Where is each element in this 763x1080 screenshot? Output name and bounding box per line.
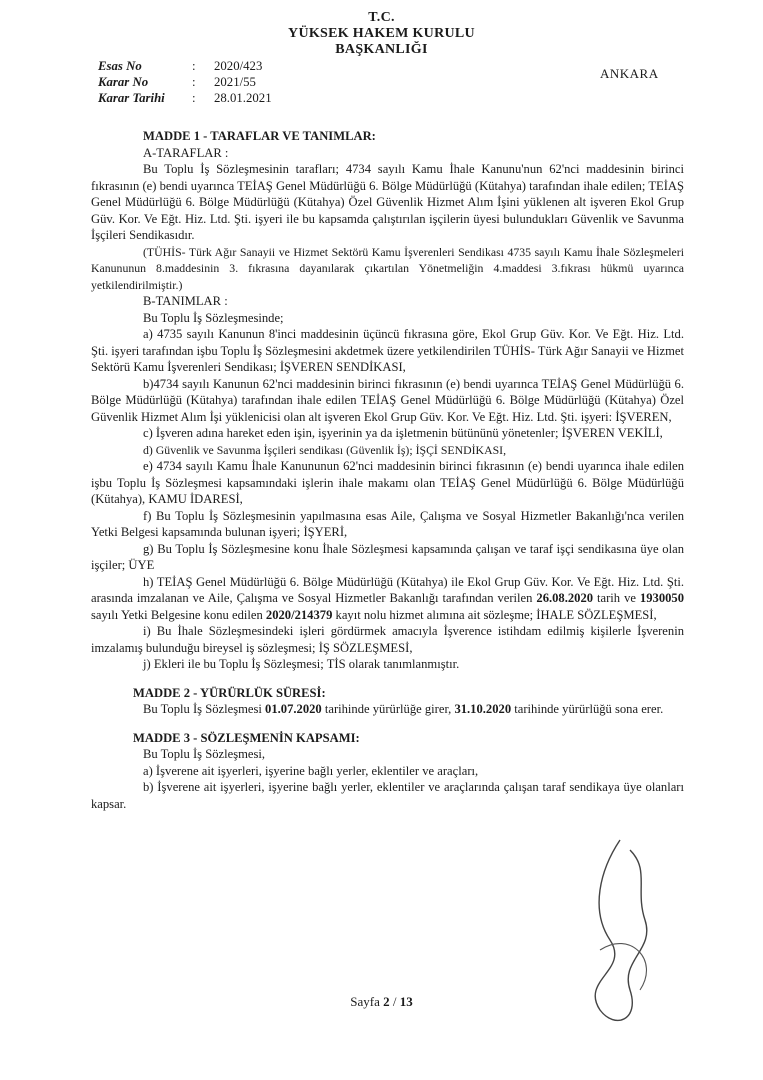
kapsam-a: a) İşverene ait işyerleri, işyerine bağlı yerler, eklentiler ve araçları, bbox=[143, 763, 479, 778]
signature-scribble bbox=[560, 830, 680, 1050]
definition-d: d) Güvenlik ve Savunma İşçileri sendikası (Güvenlik İş); İŞÇİ SENDİKASI, bbox=[143, 442, 507, 457]
section-gap bbox=[91, 718, 684, 730]
yururluk-part: Bu Toplu İş Sözleşmesi bbox=[143, 702, 266, 716]
madde1-title: MADDE 1 - TARAFLAR VE TANIMLAR: bbox=[143, 129, 376, 143]
definition-g: g) Bu Toplu İş Sözleşmesine konu İhale Sözleşmesi kapsamında çalışan ve taraf işçi sendikasına üye olan işçiler; ÜYE bbox=[91, 541, 684, 572]
document-body bbox=[91, 128, 684, 812]
paragraph-tanimlar-intro: Bu Toplu İş Sözleşmesinde; bbox=[143, 310, 284, 325]
tanimlar-title: B-TANIMLAR : bbox=[143, 294, 228, 308]
meta-row-karar-tarihi bbox=[98, 90, 272, 106]
definition-b: b)4734 sayılı Kanunun 62'nci maddesinin birinci fıkrasının (e) bendi uyarınca TEİAŞ Genel Müdürlüğü 6. Bölge Müdürlüğü (Kütahya) tarafından ihale edilen TEİAŞ Genel Müdürlüğü 6. Bölge Müdürlüğü (Kütahya) Özel Güvenlik Hizmet Alım İşi yüklenicisi olan alt işveren Ekol Grup Güv. Kor. Ve Eğt. Hiz. Ltd. Şti. işyeri: İŞVEREN, bbox=[91, 376, 684, 424]
header-institution: YÜKSEK HAKEM KURULU bbox=[288, 26, 475, 41]
yetki-number: 1930050 bbox=[639, 591, 684, 605]
meta-colon: : bbox=[192, 91, 196, 105]
yururluk-part: tarihinde yürürlüğe girer, bbox=[321, 702, 455, 716]
document-header bbox=[0, 10, 763, 58]
definition-h bbox=[91, 574, 684, 624]
meta-key: Karar No bbox=[98, 75, 149, 89]
meta-row-karar bbox=[98, 74, 272, 90]
definition-h-part: tarih ve bbox=[593, 591, 640, 605]
definition-h-part: kayıt nolu hizmet alımına ait sözleşme; İHALE SÖZLEŞMESİ, bbox=[332, 607, 657, 622]
definition-i: i) Bu İhale Sözleşmesindeki işleri gördürmek amacıyla İşverence istihdam edilmiş kişilerle İşverenin imzalamış bulunduğu bireysel iş sözleşmesi; İŞ SÖZLEŞMESİ, bbox=[91, 624, 684, 655]
madde3-title: MADDE 3 - SÖZLEŞMENİN KAPSAMI: bbox=[133, 730, 360, 745]
page-current: 2 bbox=[383, 994, 390, 1009]
paragraph-yururluk bbox=[91, 701, 684, 718]
meta-value: 28.01.2021 bbox=[214, 91, 272, 105]
page-footer bbox=[0, 994, 763, 1010]
end-date: 31.10.2020 bbox=[454, 702, 512, 716]
madde2-title: MADDE 2 - YÜRÜRLÜK SÜRESİ: bbox=[133, 685, 326, 700]
section-gap bbox=[91, 673, 684, 685]
meta-value: 2020/423 bbox=[214, 59, 263, 73]
header-tc: T.C. bbox=[368, 10, 395, 25]
page-separator: / bbox=[389, 994, 400, 1009]
page-label: Sayfa bbox=[350, 994, 384, 1009]
meta-key: Karar Tarihi bbox=[98, 91, 165, 105]
header-presidency: BAŞKANLIĞI bbox=[335, 42, 428, 57]
definition-h-part: sayılı Yetki Belgesine konu edilen bbox=[91, 607, 266, 622]
start-date: 01.07.2020 bbox=[265, 702, 322, 716]
definition-c: c) İşveren adına hareket eden işin, işyerinin ya da işletmenin bütününü yönetenler; İŞVEREN VEKİLİ, bbox=[143, 426, 663, 440]
yururluk-part: tarihinde yürürlüğü sona erer. bbox=[511, 702, 664, 716]
meta-key: Esas No bbox=[98, 59, 142, 73]
definition-a: a) 4735 sayılı Kanunun 8'inci maddesinin üçüncü fıkrasına göre, Ekol Grup Güv. Kor. Ve Eğt. Hiz. Ltd. Şti. işyeri tarafından işbu Toplu İş Sözleşmesini akdetmek üzere yetkilendirilen TÜHİS- Türk Ağır Sanayii ve Hizmet Sektörü Kamu İşverenleri Sendikası; İŞVEREN SENDİKASI, bbox=[91, 327, 684, 374]
meta-colon: : bbox=[192, 75, 196, 89]
paragraph-kapsam-intro: Bu Toplu İş Sözleşmesi, bbox=[143, 747, 266, 761]
meta-row-esas bbox=[98, 58, 272, 74]
meta-colon: : bbox=[192, 59, 196, 73]
yetki-date: 26.08.2020 bbox=[536, 591, 594, 605]
page-total: 13 bbox=[399, 994, 413, 1009]
definition-f: f) Bu Toplu İş Sözleşmesinin yapılmasına esas Aile, Çalışma ve Sosyal Hizmetler Bakanlığı'nca verilen Yetki Belgesi kapsamında bulunan işyeri; İŞYERİ, bbox=[91, 508, 684, 539]
location-label: ANKARA bbox=[600, 66, 659, 81]
paragraph-taraflar: Bu Toplu İş Sözleşmesinin tarafları; 4734 sayılı Kamu İhale Kanunu'nun 62'nci maddesinin birinci fıkrasının (e) bendi uyarınca TEİAŞ Genel Müdürlüğü 6. Bölge Müdürlüğü (Kütahya) tarafından ihale edilen; TEİAŞ Genel Müdürlüğü 6. Bölge Müdürlüğü (Kütahya) Özel Güvenlik Hizmet Alım İşini yüklenen alt işveren Ekol Grup Güv. Kor. Ve Eğt. Hiz. Ltd. Şti. işyeri ile bu kapsamda çalıştırılan işçilerin üyesi bulundukları Güvenlik ve Savunma İşçileri Sendikasıdır. bbox=[91, 162, 684, 242]
definition-h-part: h) TEİAŞ Genel Müdürlüğü 6. Bölge Müdürlüğü (Kütahya) ile Ekol Grup Güv. Kor. Ve Eğt. Hiz. Ltd. Şti. arasında imzalanan ve Aile, Çalışma ve Sosyal Hizmetler Bakanlığı tarafından verilen bbox=[91, 574, 684, 605]
meta-value: 2021/55 bbox=[214, 75, 256, 89]
case-meta bbox=[98, 58, 272, 106]
definition-e: e) 4734 sayılı Kamu İhale Kanununun 62'nci maddesinin birinci fıkrasının (e) bendi uyarınca ihale edilen işbu Toplu İş Sözleşmesi kapsamındaki işlerin ihale makamı olan TEİAŞ Genel Müdürlüğü 6. Bölge Müdürlüğü (Kütahya), KAMU İDARESİ, bbox=[91, 459, 684, 506]
kapsam-b: b) İşverene ait işyerleri, işyerine bağlı yerler, eklentiler ve araçlarında çalışan taraf sendikaya üye olanları kapsar. bbox=[91, 780, 684, 811]
registration-number: 2020/214379 bbox=[265, 607, 333, 622]
paragraph-tuhis: (TÜHİS- Türk Ağır Sanayii ve Hizmet Sektörü Kamu İşverenleri Sendikası 4735 sayılı Kamu İhale Sözleşmeleri Kanununun 8.maddesinin 3. fıkrasına dayanılarak çıkartılan Yönetmeliğin 4.maddesi 3.fıkrası hükmü uyarınca yetkilendirilmiştir.) bbox=[91, 244, 684, 292]
taraflar-title: A-TARAFLAR : bbox=[143, 145, 229, 160]
definition-j: j) Ekleri ile bu Toplu İş Sözleşmesi; TİS olarak tanımlanmıştır. bbox=[143, 657, 460, 671]
